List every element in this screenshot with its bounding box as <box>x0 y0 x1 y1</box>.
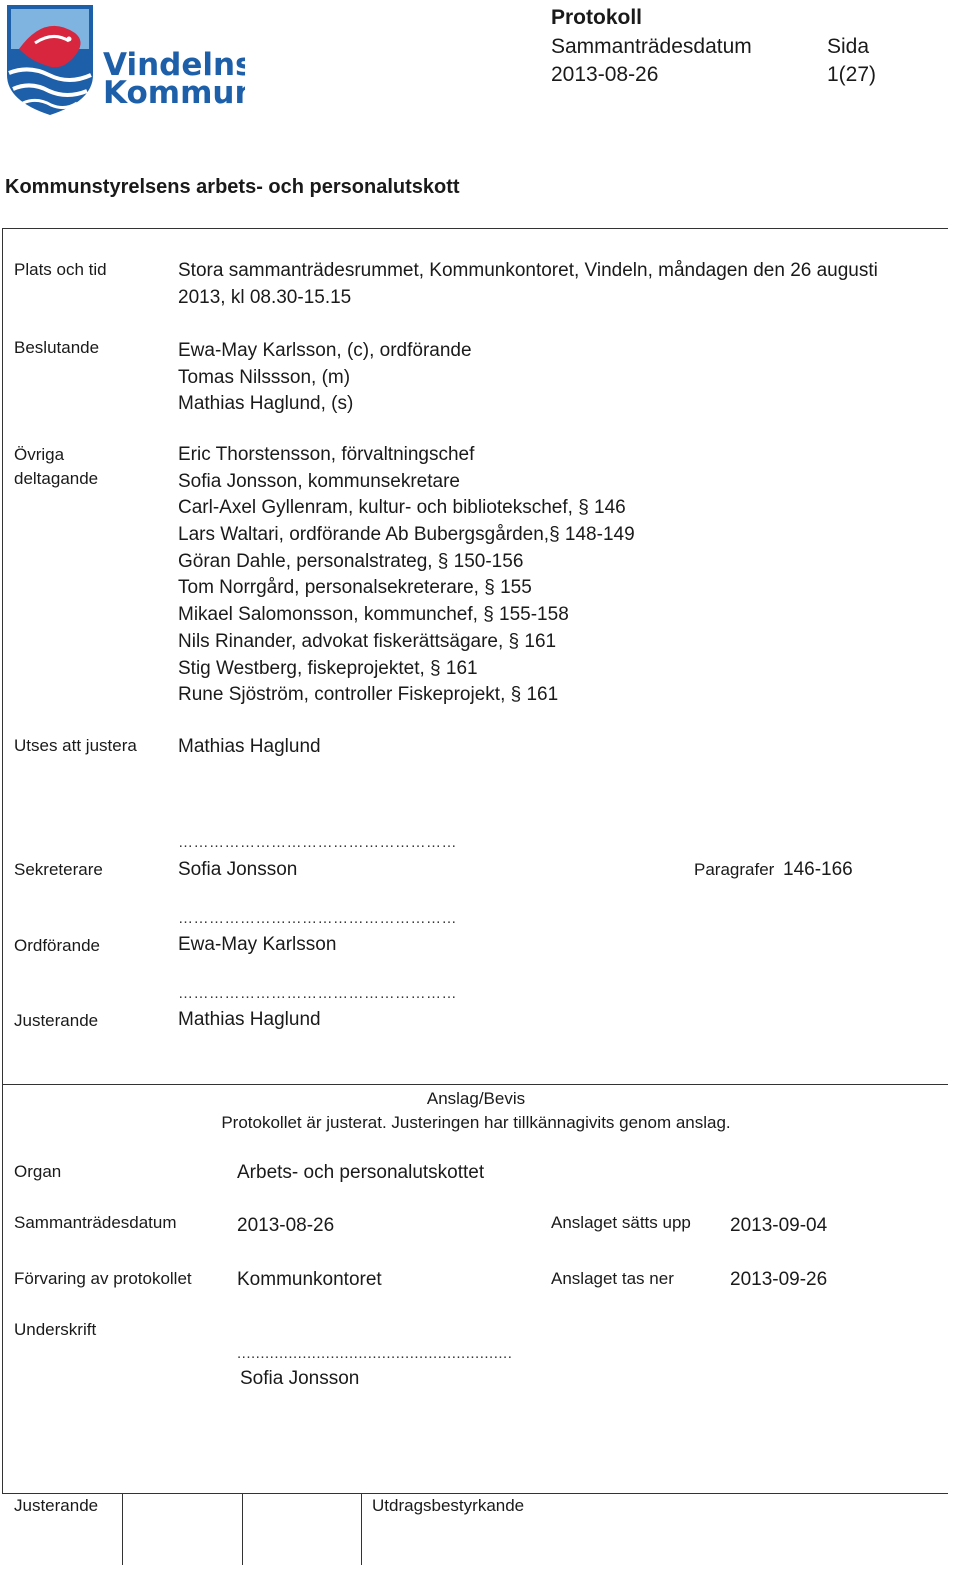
removed-label: Anslaget tas ner <box>551 1269 674 1288</box>
posted-label: Anslaget sätts upp <box>551 1213 691 1232</box>
signature-line-secretary: ……………………………………………… <box>178 834 457 851</box>
participant: Lars Waltari, ordförande Ab Bubergsgården,§ 148-149 <box>178 524 635 546</box>
doc-type: Protokoll <box>551 6 643 29</box>
participant: Stig Westberg, fiskeprojektet, § 161 <box>178 657 478 679</box>
header-page-value: 1(27) <box>827 63 877 86</box>
notice-signer: Sofia Jonsson <box>240 1368 360 1389</box>
logo-text-2: Kommun <box>103 75 245 111</box>
others-label-2: deltagande <box>14 469 99 488</box>
storage-label: Förvaring av protokollet <box>14 1269 192 1288</box>
organ-label: Organ <box>14 1162 62 1181</box>
notice-top-border <box>2 1084 948 1085</box>
storage-value: Kommunkontoret <box>237 1269 382 1290</box>
secretary-label: Sekreterare <box>14 860 103 879</box>
footer-divider-3 <box>361 1493 362 1565</box>
participant: Sofia Jonsson, kommunsekretare <box>178 470 460 492</box>
participant: Eric Thorstensson, förvaltningschef <box>178 444 475 465</box>
organ-value: Arbets- och personalutskottet <box>237 1162 485 1183</box>
participant: Nils Rinander, advokat fiskerättsägare, § 161 <box>178 630 557 652</box>
header-page-label: Sida <box>827 35 870 58</box>
logo-emblem-icon <box>5 3 245 118</box>
paragraphs-label: Paragrafer <box>694 860 775 879</box>
header-date-label: Sammanträdesdatum <box>551 35 752 58</box>
adjuster-label: Utses att justera <box>14 736 137 755</box>
place-label: Plats och tid <box>14 260 107 279</box>
notice-text: Protokollet är justerat. Justeringen har tillkännagivits genom anslag. <box>221 1113 731 1132</box>
signature-line-notice: ........................................................... <box>237 1345 513 1362</box>
footer-adjusting-label: Justerande <box>14 1496 99 1515</box>
footer-extract-label: Utdragsbestyrkande <box>372 1496 525 1515</box>
deciding-member: Mathias Haglund, (s) <box>178 393 354 415</box>
notice-date-label: Sammanträdesdatum <box>14 1213 177 1232</box>
participant: Carl-Axel Gyllenram, kultur- och bibliotekschef, § 146 <box>178 497 626 519</box>
adjusting-label: Justerande <box>14 1011 99 1030</box>
chair-name: Ewa-May Karlsson <box>178 934 337 955</box>
removed-value: 2013-09-26 <box>730 1269 828 1290</box>
secretary-name: Sofia Jonsson <box>178 859 298 880</box>
posted-value: 2013-09-04 <box>730 1215 828 1236</box>
committee-title: Kommunstyrelsens arbets- och personalutskott <box>5 176 460 198</box>
signature-line-adjusting: ……………………………………………… <box>178 985 457 1002</box>
adjuster-name: Mathias Haglund <box>178 736 321 757</box>
deciding-member: Tomas Nilssson, (m) <box>178 366 351 388</box>
notice-left-border <box>2 1084 3 1494</box>
signature-label: Underskrift <box>14 1320 97 1339</box>
place-line-1: Stora sammanträdesrummet, Kommunkontoret, Vindeln, måndagen den 26 augusti <box>178 260 878 281</box>
deciding-label: Beslutande <box>14 338 100 357</box>
others-list <box>178 442 635 709</box>
table-left-border <box>2 228 3 1085</box>
footer-divider-1 <box>122 1493 123 1565</box>
svg-text:Kommun <box>103 75 245 111</box>
place-line-2: 2013, kl 08.30-15.15 <box>178 287 352 308</box>
chair-label: Ordförande <box>14 936 100 955</box>
participant: Tom Norrgård, personalsekreterare, § 155 <box>178 577 532 599</box>
deciding-member: Ewa-May Karlsson, (c), ordförande <box>178 340 472 361</box>
participant: Mikael Salomonsson, kommunchef, § 155-158 <box>178 604 569 626</box>
footer-divider-2 <box>242 1493 243 1565</box>
footer-top-border <box>2 1493 948 1494</box>
logo-text-1: Vindelns <box>103 47 245 83</box>
municipality-logo <box>5 3 245 118</box>
participant: Rune Sjöström, controller Fiskeprojekt, § 161 <box>178 684 559 706</box>
participant: Göran Dahle, personalstrateg, § 150-156 <box>178 550 524 572</box>
table-top-border <box>2 228 948 229</box>
deciding-list <box>178 338 472 418</box>
signature-line-chair: ……………………………………………… <box>178 910 457 927</box>
header-date-value: 2013-08-26 <box>551 63 659 86</box>
others-label-1: Övriga <box>14 445 65 464</box>
paragraphs-value: 146-166 <box>783 859 853 880</box>
notice-title: Anslag/Bevis <box>426 1089 526 1108</box>
adjusting-name: Mathias Haglund <box>178 1009 321 1030</box>
notice-date-value: 2013-08-26 <box>237 1215 335 1236</box>
